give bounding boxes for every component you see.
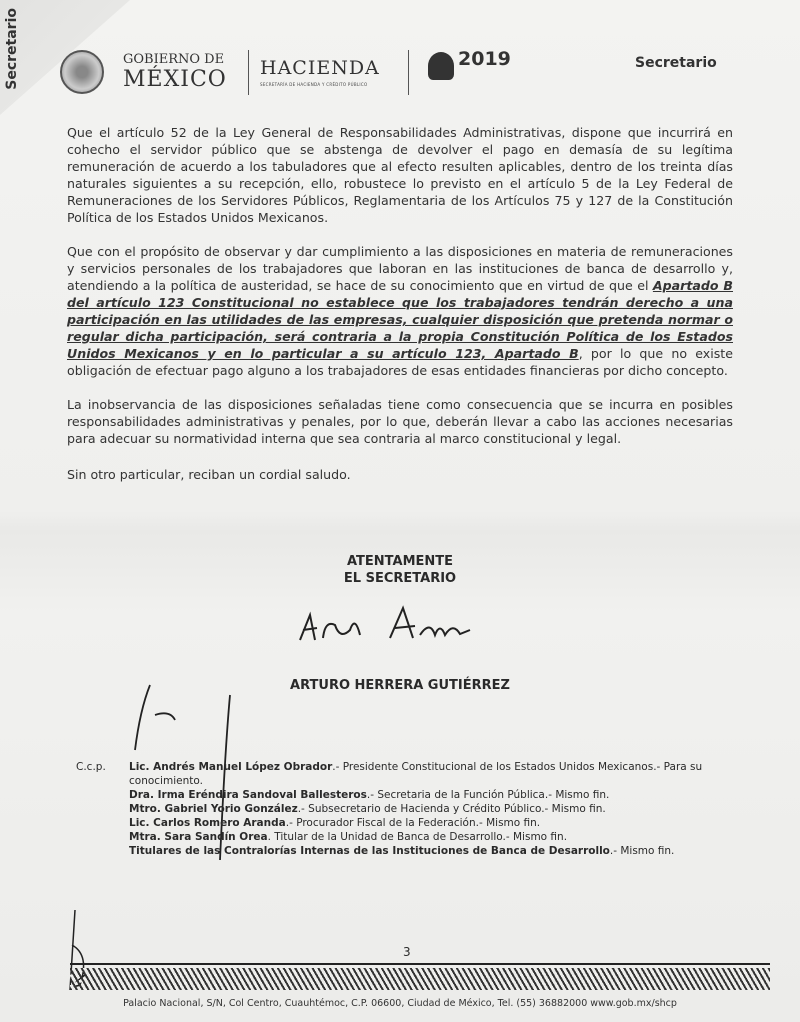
gobierno-logo-line2: MÉXICO	[123, 67, 227, 92]
footer-rule	[70, 963, 770, 965]
year-logo: 2019	[458, 48, 511, 70]
page-number: 3	[403, 945, 411, 959]
hacienda-subtitle: SECRETARÍA DE HACIENDA Y CRÉDITO PÚBLICO	[260, 82, 368, 87]
ccp-item: Mtro. Gabriel Yorio González.- Subsecretario de Hacienda y Crédito Público.- Mismo fin.	[129, 803, 606, 815]
gobierno-logo-line1: GOBIERNO DE	[123, 52, 225, 67]
ccp-item: Lic. Carlos Romero Aranda.- Procurador Fiscal de la Federación.- Mismo fin.	[129, 817, 541, 829]
zapata-emblem-icon	[428, 52, 454, 80]
ccp-item: Titulares de las Contralorías Internas de las Instituciones de Banca de Desarrollo.- Mismo fin.	[129, 845, 675, 857]
paragraph-2-end: , por lo que no existe obligación de efectuar pago alguno a los trabajadores de esas entidades financieras por dicho concepto.	[67, 346, 733, 378]
divider	[248, 50, 249, 95]
ccp-item: Lic. Andrés Manuel López Obrador.- Presidente Constitucional de los Estados Unidos Mexicanos.- Para su conocimiento.	[129, 761, 703, 787]
paragraph-2	[67, 243, 733, 379]
el-secretario: EL SECRETARIO	[343, 571, 457, 586]
closing: Sin otro particular, reciban un cordial saludo.	[67, 467, 351, 482]
signatory-name: ARTURO HERRERA GUTIÉRREZ	[290, 678, 510, 693]
signature-icon	[295, 600, 485, 650]
paragraph-2-emphasis: Apartado B del artículo 123 Constitucional no establece que los trabajadores tendrán derecho a una participación en las utilidades de las empresas, cualquier disposición que pretenda normar o regular dicha participación, será contraria a la propia Constitución Política de los Estados Unidos Mexicanos y en lo particular a su artículo 123, Apartado B	[67, 278, 733, 361]
letter-body	[67, 124, 733, 500]
national-seal-icon	[60, 50, 104, 94]
ccp-item: Dra. Irma Eréndira Sandoval Ballesteros.- Secretaria de la Función Pública.- Mismo fin.	[129, 789, 610, 801]
footer-address: Palacio Nacional, S/N, Col Centro, Cuauhtémoc, C.P. 06600, Ciudad de México, Tel. (55) 36882000 www.gob.mx/shcp	[123, 998, 677, 1009]
divider	[408, 50, 409, 95]
decorative-footer-band	[70, 968, 770, 990]
office-title: Secretario	[635, 55, 717, 71]
hacienda-logo: HACIENDA	[260, 57, 380, 79]
paragraph-3: La inobservancia de las disposiciones señaladas tiene como consecuencia que se incurra en posibles responsabilidades administrativas y penales, por lo que, deberán llevar a cabo las acciones necesarias para adecuar su normatividad interna que sea contraria al marco constitucional y legal.	[67, 397, 733, 446]
paragraph-1: Que el artículo 52 de la Ley General de Responsabilidades Administrativas, dispone que incurrirá en cohecho el servidor público que se abstenga de devolver el pago en demasía de su legítima remuneración de acuerdo a los tabuladores que al efecto resulten aplicables, dentro de los treinta días naturales siguientes a su recepción, ello, robustece lo previsto en el artículo 5 de la Ley Federal de Remuneraciones de los Servidores Públicos, Reglamentaria de los Artículos 75 y 127 de la Constitución Política de los Estados Unidos Mexicanos.	[67, 125, 733, 225]
ccp-item: Mtra. Sara Sandín Orea. Titular de la Unidad de Banca de Desarrollo.- Mismo fin.	[129, 831, 568, 843]
ccp-label: C.c.p.	[76, 761, 106, 773]
atentamente: ATENTAMENTE	[346, 554, 454, 569]
letterhead	[60, 40, 760, 100]
paragraph-2-start: Que con el propósito de observar y dar cumplimiento a las disposiciones en materia de remuneraciones y servicios personales de los trabajadores que laboran en las instituciones de banca de desarrollo y, atendiendo a la política de austeridad, se hace de su conocimiento que en virtud de que el	[67, 244, 733, 293]
side-label: Secretario	[4, 8, 20, 90]
